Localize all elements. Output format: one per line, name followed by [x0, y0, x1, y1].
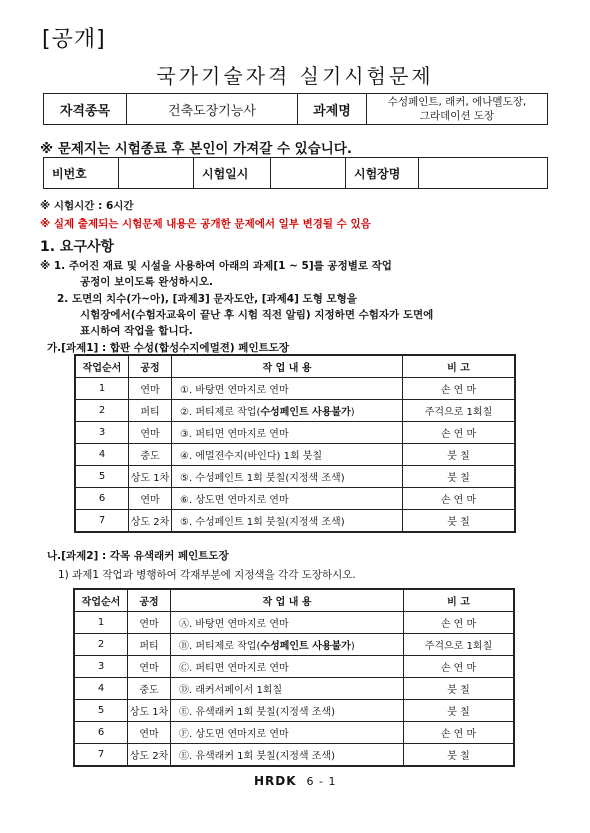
work-text: . 수성페인트 1회 붓칠(지정색 조색) [188, 473, 345, 484]
work-text: . 상도면 연마지로 연마 [189, 729, 289, 740]
work-tail: ) [350, 641, 355, 652]
value-task-name [367, 94, 548, 125]
process-cell: 퍼티 [128, 634, 171, 656]
process-cell: 연마 [129, 488, 172, 510]
work-mark: ① [180, 385, 189, 396]
work-text: . 상도면 연마지로 연마 [188, 495, 289, 506]
task2-instruction: 1) 과제1 작업과 병행하여 각재부분에 지정색을 각각 도장하시오. [58, 569, 356, 581]
work-mark: ⑤ [180, 473, 189, 484]
step-cell: 2 [74, 634, 128, 656]
work-text: . 에멀젼수지(바인다) 1회 붓칠 [188, 451, 323, 462]
note-cell: 손 연 마 [404, 722, 515, 744]
task-name-line1: 수성페인트, 래커, 에나멜도장, [387, 96, 527, 108]
work-mark: ④ [180, 451, 189, 462]
process-cell: 연마 [128, 612, 171, 634]
note-cell: 붓 칠 [403, 510, 516, 533]
process-cell: 연마 [128, 656, 171, 678]
table-row [75, 400, 515, 422]
section-heading: 1. 요구사항 [40, 239, 115, 255]
note-cell: 붓 칠 [403, 444, 516, 466]
work-cell [171, 700, 404, 722]
work-text: . 래커서페이서 1회칠 [189, 685, 283, 696]
table-row [75, 466, 515, 488]
step-cell: 1 [75, 378, 129, 400]
table-row [74, 634, 514, 656]
step-cell: 5 [75, 466, 129, 488]
work-cell [172, 466, 403, 488]
note-cell: 손 연 마 [404, 656, 515, 678]
work-mark: ② [180, 407, 189, 418]
header-process: 공정 [129, 355, 172, 378]
table-row [74, 722, 514, 744]
header-note: 비 고 [404, 589, 515, 612]
work-text: . 수성페인트 1회 붓칠(지정색 조색) [188, 517, 345, 528]
label-exam-date: 시험일시 [194, 158, 271, 189]
table-row [75, 444, 515, 466]
requirement-1-line1: ※ 1. 주어진 재료 및 시설을 사용하여 아래의 과제[1 ~ 5]를 공정별로 작업 [40, 260, 392, 272]
work-mark: Ⓐ [179, 619, 189, 630]
step-cell: 6 [74, 722, 128, 744]
header-work: 작 업 내 용 [172, 355, 403, 378]
notice-text: ※ 문제지는 시험종료 후 본인이 가져갈 수 있습니다. [40, 141, 352, 157]
step-cell: 7 [74, 744, 128, 767]
task1-process-table [74, 354, 516, 533]
work-text: . 유색래커 1회 붓칠(지정색 조색) [189, 751, 335, 762]
note-cell: 주걱으로 1회칠 [403, 400, 516, 422]
work-text: . 바탕면 연마지로 연마 [189, 619, 289, 630]
table-row [75, 488, 515, 510]
work-mark: Ⓔ [179, 707, 189, 718]
table-row [75, 510, 515, 533]
step-cell: 6 [75, 488, 129, 510]
requirement-1-line2: 공정이 보이도록 완성하시오. [80, 276, 214, 288]
exam-time: ※ 시험시간 : 6시간 [40, 200, 134, 212]
table-row [74, 744, 514, 767]
header-process: 공정 [128, 589, 171, 612]
note-cell: 손 연 마 [403, 488, 516, 510]
work-mark: ⑥ [180, 495, 189, 506]
work-bold: 수성페인트 사용불가 [260, 407, 351, 418]
work-mark: Ⓔ [179, 751, 189, 762]
label-qualification: 자격종목 [44, 94, 127, 125]
header-note: 비 고 [403, 355, 516, 378]
table-row [75, 378, 515, 400]
work-cell [172, 378, 403, 400]
work-cell [171, 722, 404, 744]
note-cell: 주걱으로 1회칠 [404, 634, 515, 656]
note-cell: 붓 칠 [404, 744, 515, 767]
work-cell [171, 744, 404, 767]
work-text: . 퍼티제로 작업( [188, 407, 261, 418]
step-cell: 4 [75, 444, 129, 466]
step-cell: 2 [75, 400, 129, 422]
note-cell: 손 연 마 [404, 612, 515, 634]
process-cell: 퍼티 [129, 400, 172, 422]
work-cell [171, 634, 404, 656]
process-cell: 상도 2차 [129, 510, 172, 533]
process-cell: 연마 [129, 378, 172, 400]
change-warning: ※ 실제 출제되는 시험문제 내용은 공개한 문제에서 일부 변경될 수 있음 [40, 218, 371, 230]
work-cell [171, 612, 404, 634]
work-text: . 유색래커 1회 붓칠(지정색 조색) [189, 707, 335, 718]
work-bold: 수성페인트 사용불가 [260, 641, 351, 652]
work-cell [172, 488, 403, 510]
note-cell: 손 연 마 [403, 422, 516, 444]
field-exam-site[interactable] [419, 158, 548, 189]
hrdk-logo: HRDK [254, 774, 297, 788]
work-cell [171, 656, 404, 678]
note-cell: 붓 칠 [403, 466, 516, 488]
work-mark: Ⓑ [179, 641, 189, 652]
step-cell: 3 [75, 422, 129, 444]
info-table [43, 93, 548, 125]
step-cell: 3 [74, 656, 128, 678]
step-cell: 5 [74, 700, 128, 722]
step-cell: 1 [74, 612, 128, 634]
work-mark: Ⓒ [179, 663, 189, 674]
work-text: . 바탕면 연마지로 연마 [188, 385, 289, 396]
work-mark: ⑤ [180, 517, 189, 528]
work-text: . 퍼티면 연마지로 연마 [188, 429, 289, 440]
requirement-2-line2: 시험장에서(수험자교육이 끝난 후 시험 직전 알림) 지정하면 수험자가 도면에 [80, 309, 434, 321]
task2-heading: 나.[과제2] : 각목 유색래커 페인트도장 [47, 550, 229, 562]
task2-process-table [73, 588, 515, 767]
document-title: 국가기술자격 실기시험문제 [156, 64, 434, 88]
note-cell: 붓 칠 [404, 678, 515, 700]
field-exam-date[interactable] [271, 158, 346, 189]
process-cell: 상도 2차 [128, 744, 171, 767]
task-name-line2: 그라데이션 도장 [419, 110, 495, 122]
requirement-2-line1: 2. 도면의 치수(가~아), [과제3] 문자도안, [과제4] 도형 모형을 [57, 293, 357, 305]
work-cell [171, 678, 404, 700]
work-cell [172, 422, 403, 444]
work-text: . 퍼티제로 작업( [189, 641, 261, 652]
process-cell: 연마 [129, 422, 172, 444]
work-text: . 퍼티면 연마지로 연마 [189, 663, 289, 674]
value-qualification: 건축도장기능사 [127, 94, 298, 125]
process-cell: 중도 [129, 444, 172, 466]
header-work: 작 업 내 용 [171, 589, 404, 612]
header-step: 작업순서 [74, 589, 128, 612]
table-row [74, 612, 514, 634]
header-step: 작업순서 [75, 355, 129, 378]
work-cell [172, 444, 403, 466]
work-mark: Ⓕ [179, 729, 189, 740]
table-row [74, 678, 514, 700]
note-cell: 붓 칠 [404, 700, 515, 722]
table-row [74, 656, 514, 678]
label-task-name: 과제명 [298, 94, 367, 125]
work-cell [172, 400, 403, 422]
step-cell: 4 [74, 678, 128, 700]
step-cell: 7 [75, 510, 129, 533]
table-row [74, 700, 514, 722]
work-tail: ) [350, 407, 355, 418]
page-number: 6 - 1 [306, 775, 337, 788]
process-cell: 중도 [128, 678, 171, 700]
requirement-2-line3: 표시하여 작업을 합니다. [80, 325, 193, 337]
process-cell: 연마 [128, 722, 171, 744]
table-row [75, 422, 515, 444]
process-cell: 상도 1차 [128, 700, 171, 722]
work-cell [172, 510, 403, 533]
work-mark: ③ [180, 429, 189, 440]
label-seat-number: 비번호 [44, 158, 119, 189]
task1-heading: 가.[과제1] : 합판 수성(합성수지에멀젼) 페인트도장 [47, 342, 290, 354]
note-cell: 손 연 마 [403, 378, 516, 400]
public-tag: [공개] [42, 27, 106, 52]
work-mark: Ⓓ [179, 685, 189, 696]
label-exam-site: 시험장명 [346, 158, 419, 189]
id-table [43, 157, 548, 189]
process-cell: 상도 1차 [129, 466, 172, 488]
footer [254, 774, 337, 788]
field-seat-number[interactable] [119, 158, 194, 189]
